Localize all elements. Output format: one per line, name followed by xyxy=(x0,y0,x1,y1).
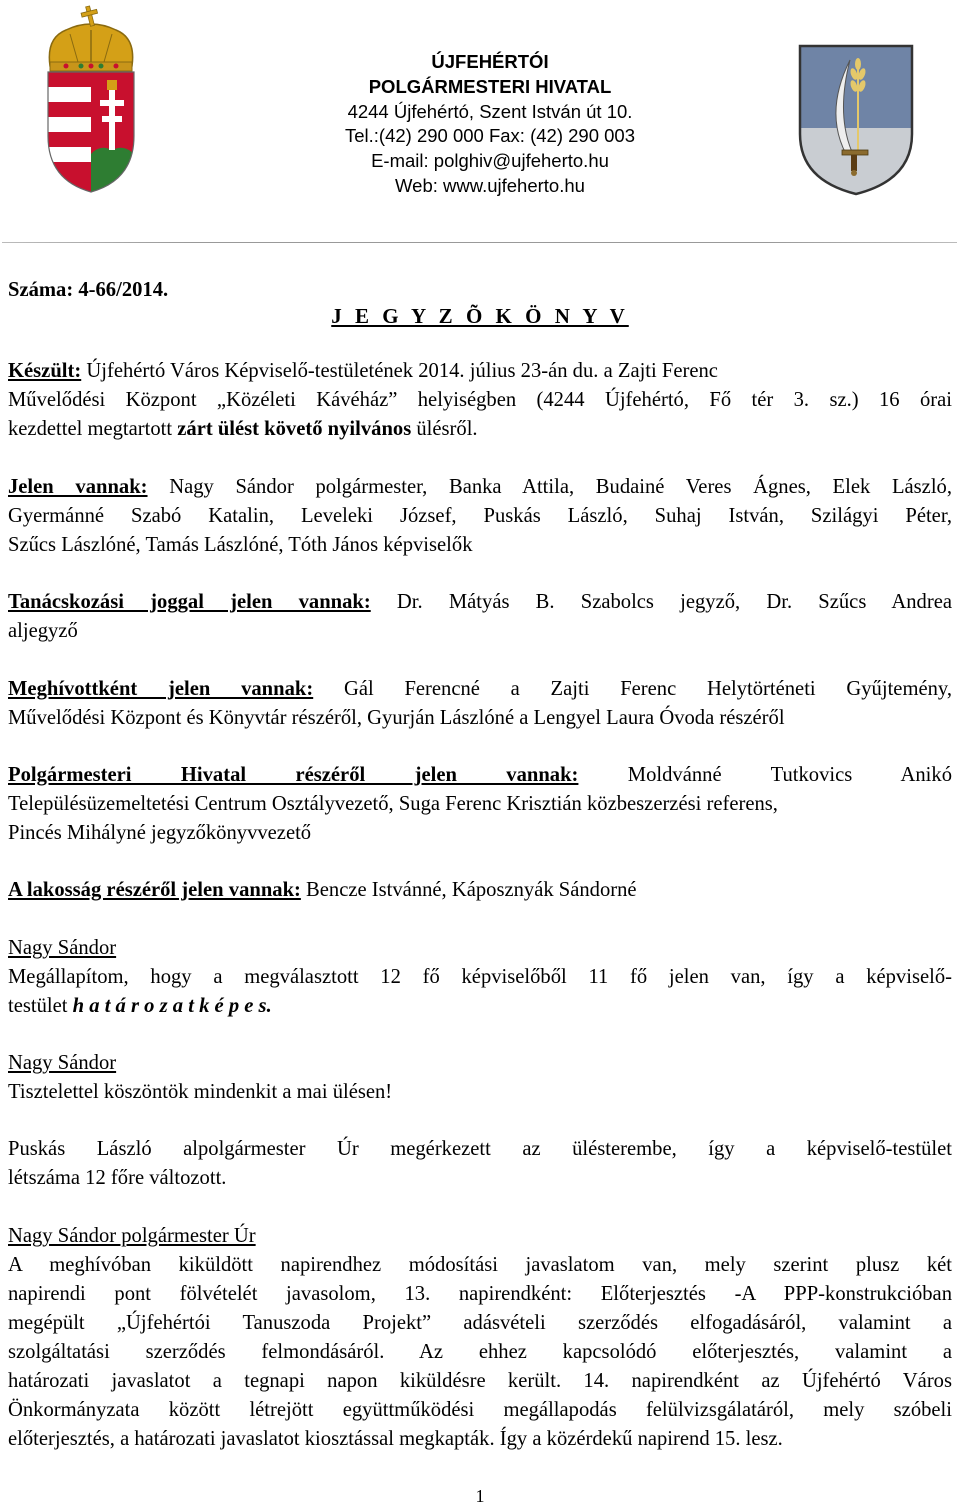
meghivott-line1 xyxy=(8,675,952,704)
keszult-line3-b: ülésről. xyxy=(411,418,478,440)
jelen-line3: Szűcs Lászlóné, Tamás Lászlóné, Tóth János képviselők xyxy=(8,534,473,556)
hivatal-line1 xyxy=(8,761,952,790)
speech1-line2-a: testület xyxy=(8,995,73,1017)
hivatal-label: Polgármesteri Hivatal részéről jelen vannak: xyxy=(8,764,579,786)
speaker-3: Nagy Sándor polgármester Úr xyxy=(8,1225,256,1247)
office-email: E-mail: polghiv@ujfeherto.hu xyxy=(371,150,609,172)
office-phone-fax: Tel.:(42) 290 000 Fax: (42) 290 003 xyxy=(344,125,635,147)
speech3-line2: napirendi pont fölvételét javasolom, 13. napirendként: Előterjesztés -A PPP-konstrukcióban xyxy=(8,1283,952,1305)
speech1-line2 xyxy=(8,992,952,1021)
jelen-line1-text: Nagy Sándor polgármester, Banka Attila, Budainé Veres Ágnes, Elek László, xyxy=(147,476,952,498)
document-title: J E G Y Z Õ K Ö N Y V xyxy=(331,304,629,328)
tanacskozasi-line2: aljegyző xyxy=(8,620,78,642)
speech3-line1: A meghívóban kiküldött napirendhez módosítási javaslatom van, mely szerint plusz két xyxy=(8,1254,952,1276)
keszult-line1-text: Újfehértó Város Képviselő-testületének 2014. július 23-án du. a Zajti Ferenc xyxy=(81,360,718,382)
hivatal-line3: Pincés Mihályné jegyzőkönyvvezető xyxy=(8,822,312,844)
keszult-line3 xyxy=(8,415,952,444)
hungary-coat-of-arms-icon xyxy=(36,4,146,194)
lakossag-line xyxy=(8,876,952,905)
keszult-line1 xyxy=(8,357,952,386)
office-address: 4244 Újfehértó, Szent István út 10. xyxy=(347,100,633,122)
meghivott-line2: Művelődési Központ és Könyvtár részéről, Gyurján Lászlóné a Lengyel Laura Óvoda részéről xyxy=(8,707,785,729)
keszult-label: Készült: xyxy=(8,360,82,382)
speech3-line5: határozati javaslatot a tegnapi napon kiküldésre került. 14. napirendként az Újfehértó Város xyxy=(8,1370,952,1392)
speech1-line1: Megállapítom, hogy a megválasztott 12 fő képviselőből 11 fő jelen van, így a képviselő- xyxy=(8,966,952,988)
keszult-line3-a: kezdettel megtartott xyxy=(8,418,178,440)
office-web: Web: www.ujfeherto.hu xyxy=(395,174,585,196)
tanacskozasi-line1 xyxy=(8,588,952,617)
keszult-line2: Művelődési Központ „Közéleti Kávéház” helyiségben (4244 Újfehértó, Fő tér 3. sz.) 16 órai xyxy=(8,389,952,411)
jelen-line1 xyxy=(8,473,952,502)
speech3-line6: Önkormányzata között létrejött együttműködési megállapodás felülvizsgálatáról, mely szóbeli xyxy=(8,1399,952,1421)
speech2-line1: Tisztelettel köszöntök mindenkit a mai ülésen! xyxy=(8,1081,393,1103)
office-header xyxy=(300,50,680,199)
office-name-line2: POLGÁRMESTERI HIVATAL xyxy=(368,75,612,97)
speaker-1: Nagy Sándor xyxy=(8,937,117,959)
speech3-line4: szolgáltatási szerződés felmondásáról. Az ehhez kapcsolódó előterjesztés, valamint a xyxy=(8,1341,952,1363)
header-divider xyxy=(2,242,957,243)
lakossag-label: A lakosság részéről jelen vannak: xyxy=(8,879,301,901)
speech3-line7: előterjesztés, a határozati javaslatot kiosztással megkapták. Így a közérdekű napirend 15. lesz. xyxy=(8,1428,783,1450)
speaker-2: Nagy Sándor xyxy=(8,1052,117,1074)
meghivott-label: Meghívottként jelen vannak: xyxy=(8,678,314,700)
puskas-line2: létszáma 12 főre változott. xyxy=(8,1167,227,1189)
puskas-line1: Puskás László alpolgármester Úr megérkezett az ülésterembe, így a képviselő-testület xyxy=(8,1138,952,1160)
lakossag-text: Bencze Istvánné, Káposznyák Sándorné xyxy=(300,879,637,901)
jelen-line2: Gyermánné Szabó Katalin, Leveleki József, Puskás László, Suhaj István, Szilágyi Péter, xyxy=(8,505,952,527)
jelen-label: Jelen vannak: xyxy=(8,476,148,498)
office-name-line1: ÚJFEHÉRTÓI xyxy=(431,51,549,72)
speech3-line3: megépült „Újfehértói Tanuszoda Projekt” adásvételi szerződés elfogadásáról, valamint a xyxy=(8,1312,952,1334)
tanacskozasi-line1-text: Dr. Mátyás B. Szabolcs jegyző, Dr. Szűcs Andrea xyxy=(370,591,952,613)
hivatal-line2: Településüzemeltetési Centrum Osztályvezető, Suga Ferenc Krisztián közbeszerzési referens, xyxy=(8,793,778,815)
hivatal-line1-text: Moldvánné Tutkovics Anikó xyxy=(578,764,952,786)
keszult-line3-bold: zárt ülést követő nyilvános xyxy=(177,418,412,440)
town-coat-of-arms-icon xyxy=(796,42,916,197)
document-number: Száma: 4-66/2014. xyxy=(8,279,169,301)
meghivott-line1-text: Gál Ferencné a Zajti Ferenc Helytörténeti Gyűjtemény, xyxy=(313,678,953,700)
page-number: 1 xyxy=(475,1486,485,1506)
hatarozatkepes-text: h a t á r o z a t k é p e s. xyxy=(72,995,272,1017)
tanacskozasi-label: Tanácskozási joggal jelen vannak: xyxy=(8,591,371,613)
